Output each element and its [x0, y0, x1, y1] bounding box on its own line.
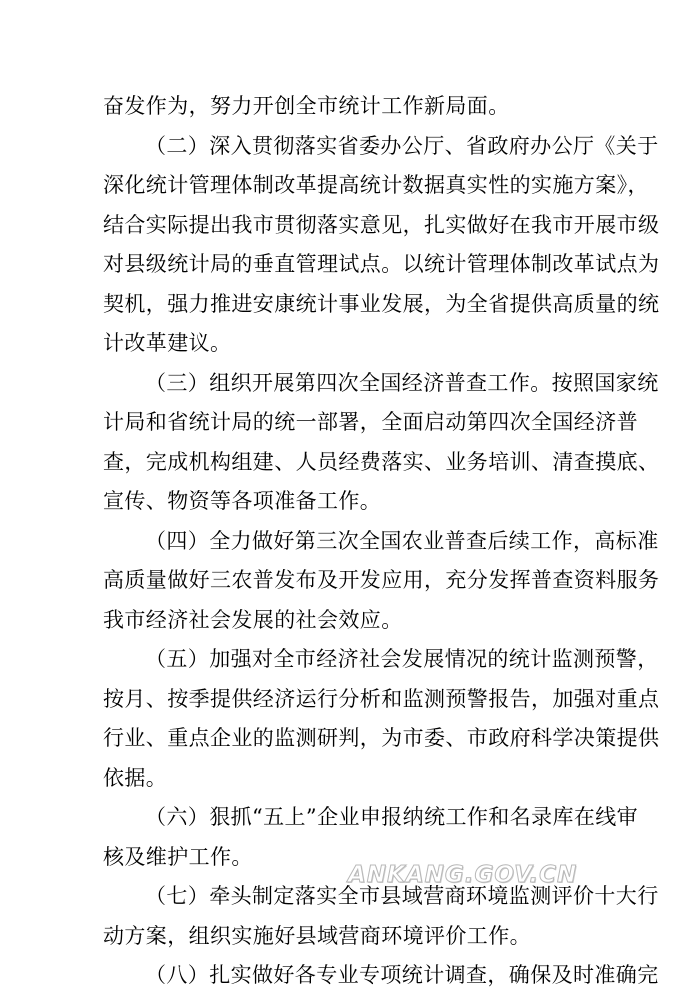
- text-line: 高质量做好三农普发布及开发应用，充分发挥普查资料服务: [103, 568, 660, 592]
- text-line: （八）扎实做好各专业专项统计调查，确保及时准确完: [145, 963, 659, 987]
- text-line: （二）深入贯彻落实省委办公厅、省政府办公厅《关于: [145, 133, 659, 158]
- text-line: 依据。: [103, 765, 168, 790]
- text-line: （六）狠抓“五上”企业申报纳统工作和名录库在线审: [145, 805, 639, 829]
- text-line: 计局和省统计局的统一部署，全面启动第四次全国经济普: [103, 410, 638, 434]
- text-line: （七）牵头制定落实全市县域营商环境监测评价十大行: [145, 884, 659, 908]
- text-line: （五）加强对全市经济社会发展情况的统计监测预警，: [145, 647, 659, 671]
- text-line: 契机，强力推进安康统计事业发展，为全省提供高质量的统: [103, 291, 660, 316]
- text-line: （三）组织开展第四次全国经济普查工作。按照国家统: [145, 370, 659, 395]
- text-line: 行业、重点企业的监测研判，为市委、市政府科学决策提供: [103, 726, 660, 750]
- text-line: 查，完成机构组建、人员经费落实、业务培训、清查摸底、: [103, 449, 660, 474]
- text-line: 计改革建议。: [103, 331, 232, 355]
- text-line: （四）全力做好第三次全国农业普查后续工作，高标准: [145, 528, 659, 553]
- text-line: 动方案，组织实施好县域营商环境评价工作。: [103, 923, 531, 948]
- watermark-text: ANKANG.GOV.CN: [348, 862, 578, 888]
- text-line: 核及维护工作。: [103, 844, 253, 869]
- text-line: 奋发作为，努力开创全市统计工作新局面。: [103, 94, 510, 118]
- text-line: 按月、按季提供经济运行分析和监测预警报告，加强对重点: [103, 686, 660, 711]
- text-line: 结合实际提出我市贯彻落实意见，扎实做好在我市开展市级: [103, 212, 660, 237]
- body-text: [103, 87, 660, 996]
- text-line: 我市经济社会发展的社会效应。: [103, 607, 403, 632]
- document-body: [103, 87, 660, 996]
- text-line: 深化统计管理体制改革提高统计数据真实性的实施方案》，: [103, 173, 649, 197]
- text-line: 对县级统计局的垂直管理试点。以统计管理体制改革试点为: [103, 252, 660, 276]
- text-line: 宣传、物资等各项准备工作。: [103, 489, 382, 513]
